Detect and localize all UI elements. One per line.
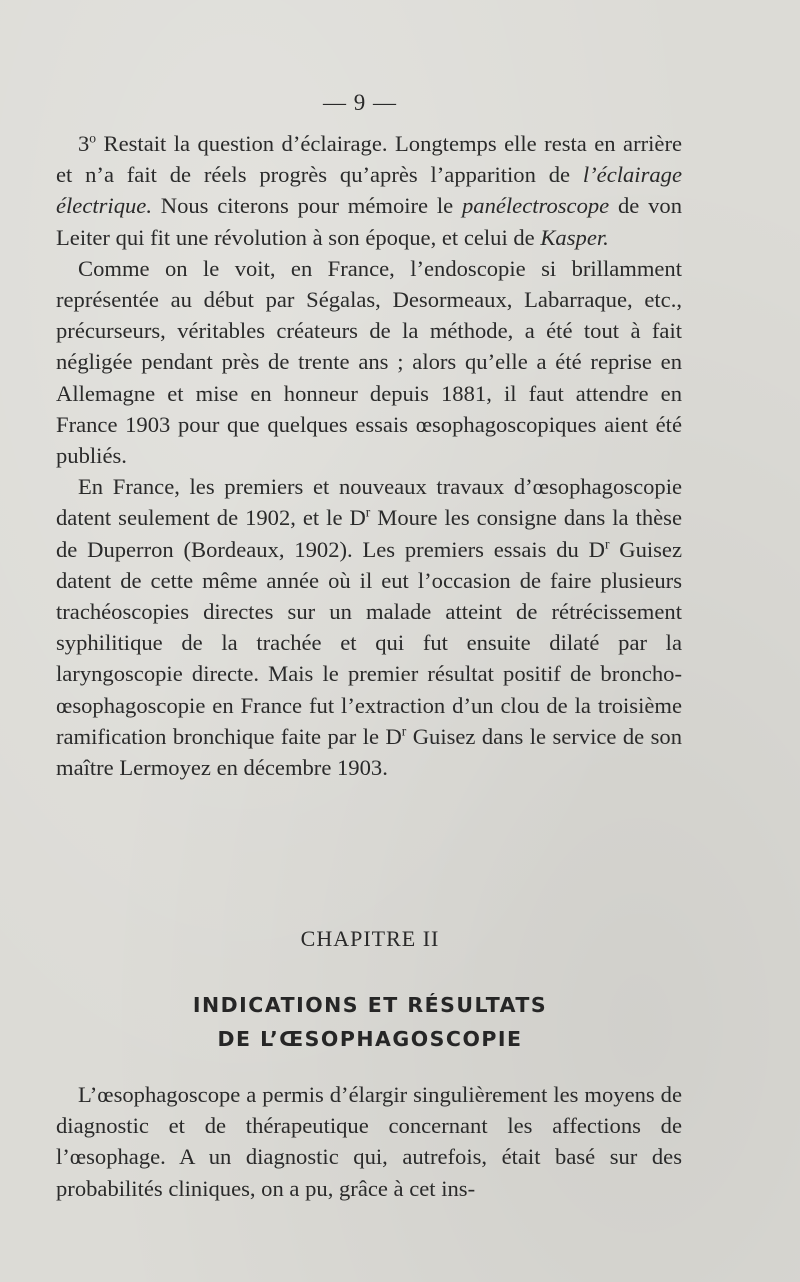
chapter-heading (0, 988, 740, 1056)
text-run: de von Leiter qui fit une révolution à son époque, et celui de (56, 193, 682, 250)
text-run: Guisez dans le service de son maître Lermoyez en décembre 1903. (56, 723, 682, 781)
text-run: Moure les consigne dans la thèse de Duperron (Bordeaux, 1902). Les premiers essais du D (56, 505, 682, 562)
text-run: En France, les premiers et nouveaux travaux d’œsophagoscopie datent seulement de 1902, et le D (56, 474, 682, 531)
doctor-superscript: r (365, 504, 371, 520)
ordinal-superscript: o (89, 130, 97, 146)
doctor-superscript: r (604, 536, 610, 552)
chapter-label: CHAPITRE II (300, 926, 440, 951)
text-run: Nous citerons pour mémoire le (151, 193, 462, 219)
chapter-heading-line-2: DE L’ŒSOPHAGOSCOPIE (217, 1027, 523, 1051)
paragraph-first-works (56, 471, 682, 783)
text-run: Restait la question d’éclairage. Longtemps elle resta en arrière et n’a fait de réels progrès qu’après l’apparition de (56, 131, 682, 188)
italic-term: l’éclairage électrique. (56, 162, 682, 219)
chapter-heading-line-1: INDICATIONS ET RÉSULTATS (192, 993, 548, 1017)
paragraph-endoscopy-france: Comme on le voit, en France, l’endoscopie si brillamment représentée au début par Ségalas, Desormeaux, Labarraque, etc., précurseurs, véritables créateurs de la méthode, a été tout à fait négligée pendant près de trente ans ; alors qu’elle a été reprise en Allemagne et mise en honneur depuis 1881, il faut attendre en France 1903 pour que quelques essais œsophagoscopiques aient été publiés. (56, 255, 682, 469)
text-run: Guisez datent de cette même année où il eut l’occasion de faire plusieurs trachéoscopies directes sur un malade atteint de rétrécissement syphilitique de la trachée et qui fut ensuite dilaté par la laryngoscopie directe. Mais le premier résultat positif de broncho-œsophagoscopie en France fut l’extraction d’un clou de la troisième ramification bronchique faite par le D (56, 536, 682, 749)
text-block-top (56, 128, 682, 783)
italic-term: panélectroscope (461, 193, 610, 219)
paragraph-oesophagoscope: L’œsophagoscope a permis d’élargir singulièrement les moyens de diagnostic et de thérapeutique concernant les affections de l’œsophage. A un diagnostic qui, autrefois, était basé sur des probabilités cliniques, on a pu, grâce à cet ins- (56, 1082, 682, 1201)
doctor-superscript: r (401, 723, 407, 739)
text-run: 3 (78, 131, 90, 156)
paragraph-lighting (56, 128, 682, 253)
page-number: — 9 — (323, 90, 397, 115)
text-block-bottom (56, 1079, 682, 1204)
italic-term: Kasper. (540, 224, 609, 250)
